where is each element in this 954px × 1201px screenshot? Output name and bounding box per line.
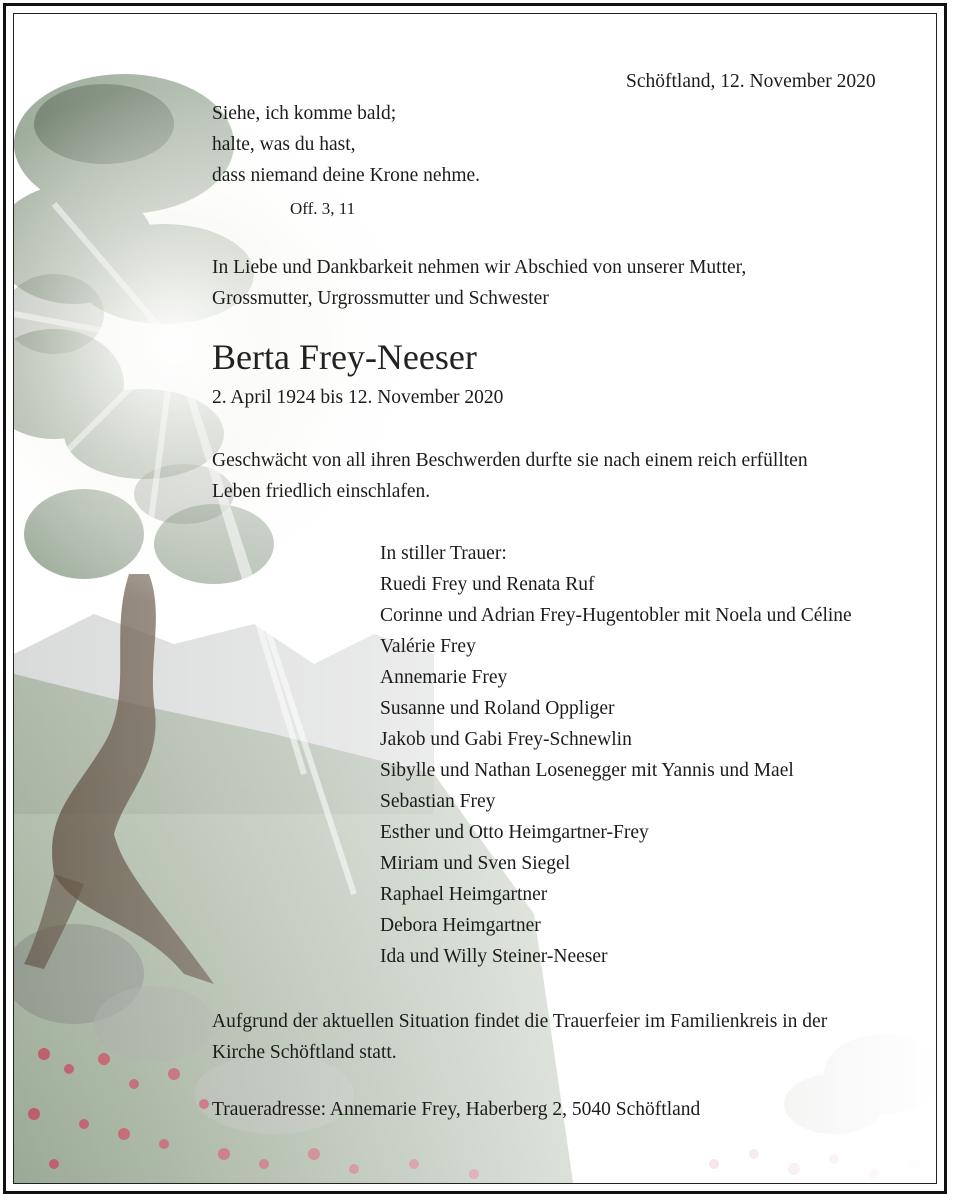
mourner-name: Valérie Frey (380, 636, 476, 657)
ceremony-line: Aufgrund der aktuellen Situation findet die Trauerfeier im Familienkreis in der (212, 1011, 828, 1032)
passing-line: Geschwächt von all ihren Beschwerden durfte sie nach einem reich erfüllten (212, 450, 808, 471)
place-date: Schöftland, 12. November 2020 (626, 71, 876, 92)
mourner-name: Ida und Willy Steiner-Neeser (380, 946, 608, 967)
intro-paragraph (212, 252, 746, 314)
intro-line: Grossmutter, Urgrossmutter und Schwester (212, 288, 549, 309)
mourner-name: Debora Heimgartner (380, 915, 541, 936)
mourner-name: Corinne und Adrian Frey-Hugentobler mit Noela und Céline (380, 605, 852, 626)
ceremony-line: Kirche Schöftland statt. (212, 1042, 397, 1063)
mourner-name: Esther und Otto Heimgartner-Frey (380, 822, 649, 843)
life-dates: 2. April 1924 bis 12. November 2020 (212, 387, 504, 408)
mourner-name: Sebastian Frey (380, 791, 496, 812)
passing-paragraph (212, 445, 808, 507)
verse-line: Siehe, ich komme bald; (212, 103, 397, 124)
mourner-name: Susanne und Roland Oppliger (380, 698, 615, 719)
notice-frame (3, 3, 947, 1194)
mourners-list (380, 538, 852, 972)
ceremony-paragraph (212, 1006, 827, 1068)
mourner-name: Miriam und Sven Siegel (380, 853, 571, 874)
verse-line: dass niemand deine Krone nehme. (212, 165, 481, 186)
mourner-name: Annemarie Frey (380, 667, 508, 688)
mourners-heading: In stiller Trauer: (380, 543, 507, 564)
mourner-name: Sibylle und Nathan Losenegger mit Yannis und Mael (380, 760, 794, 781)
bible-verse (212, 98, 480, 191)
intro-line: In Liebe und Dankbarkeit nehmen wir Abschied von unserer Mutter, (212, 257, 747, 278)
deceased-name: Berta Frey-Neeser (212, 337, 477, 377)
verse-line: halte, was du hast, (212, 134, 356, 155)
notice-panel (13, 13, 937, 1184)
mourner-name: Raphael Heimgartner (380, 884, 548, 905)
mourner-name: Jakob und Gabi Frey-Schnewlin (380, 729, 632, 750)
mourner-name: Ruedi Frey und Renata Ruf (380, 574, 595, 595)
mourning-address: Traueradresse: Annemarie Frey, Haberberg 2, 5040 Schöftland (212, 1099, 701, 1120)
verse-reference: Off. 3, 11 (290, 199, 356, 218)
passing-line: Leben friedlich einschlafen. (212, 481, 431, 502)
